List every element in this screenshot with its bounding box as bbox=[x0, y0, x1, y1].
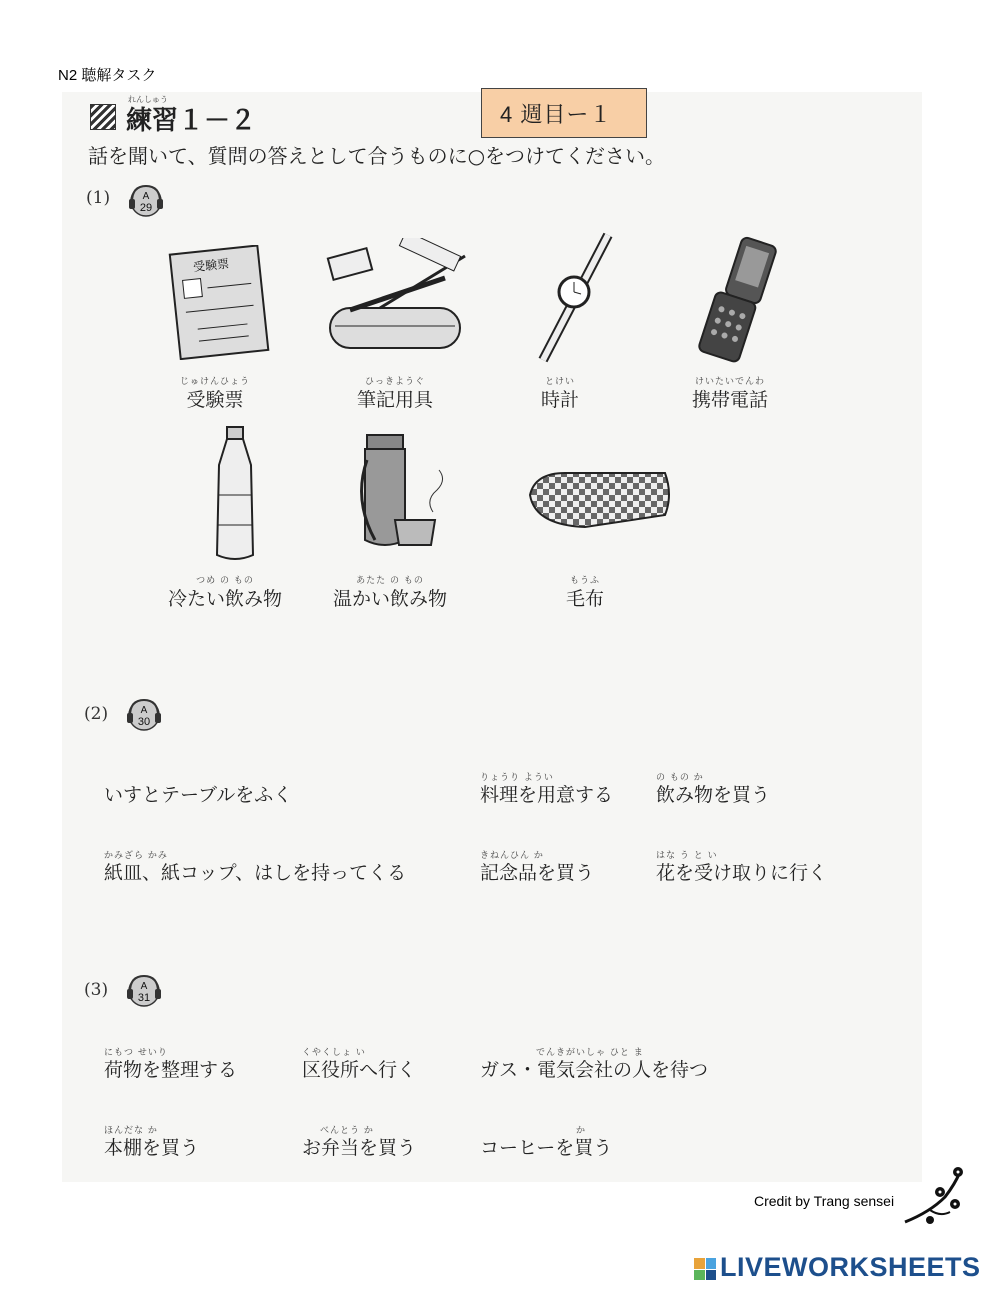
q2-number: (2) bbox=[84, 704, 109, 724]
item-furigana: じゅけんひょう bbox=[179, 377, 250, 387]
option-furigana: くやくしょ い bbox=[302, 1048, 366, 1058]
water-bottle-icon bbox=[205, 425, 265, 565]
item-furigana: けいたいでんわ bbox=[694, 377, 765, 387]
headphone-cd-icon[interactable] bbox=[124, 694, 164, 734]
blanket-icon bbox=[525, 465, 675, 535]
q2-option[interactable]: 飲み物を買う bbox=[656, 784, 771, 806]
q2-option[interactable]: 紙皿、紙コップ、はしを持ってくる bbox=[104, 862, 407, 884]
q3-option[interactable]: 本棚を買う bbox=[104, 1137, 200, 1159]
q1-track-number: 29 bbox=[139, 202, 153, 214]
item-stationery[interactable]: 筆記用具 bbox=[356, 389, 433, 411]
q3-number: (3) bbox=[84, 980, 109, 1000]
instruction: 話を聞いて、質問の答えとして合うものに○をつけてください。 bbox=[88, 144, 666, 168]
q2-track-letter: A bbox=[140, 705, 148, 716]
title-furigana: れんしゅう bbox=[128, 95, 168, 104]
option-furigana: か bbox=[576, 1126, 587, 1136]
q3-option[interactable]: お弁当を買う bbox=[302, 1137, 417, 1159]
option-furigana: にもつ せいり bbox=[104, 1048, 168, 1058]
q2-option[interactable]: 記念品を買う bbox=[480, 862, 595, 884]
credit-text: Credit by Trang sensei bbox=[754, 1193, 895, 1209]
liveworksheets-brand[interactable]: LIVEWORKSHEETS bbox=[720, 1252, 981, 1282]
stationery-icon bbox=[325, 238, 470, 358]
item-blanket[interactable]: 毛布 bbox=[565, 588, 604, 610]
thermos-icon bbox=[355, 430, 455, 555]
option-furigana: はな う と い bbox=[656, 851, 718, 861]
item-watch[interactable]: 時計 bbox=[540, 389, 579, 411]
q1-number: (1) bbox=[86, 188, 111, 208]
svg-text:受験票: 受験票 bbox=[192, 256, 230, 275]
q2-track-number: 30 bbox=[137, 716, 151, 728]
item-exam-ticket[interactable]: 受験票 bbox=[186, 389, 244, 411]
q2-option[interactable]: いすとテーブルをふく bbox=[104, 784, 293, 806]
q3-option[interactable]: 区役所へ行く bbox=[302, 1059, 417, 1081]
exam-ticket-icon bbox=[165, 245, 270, 360]
option-furigana: でんきがいしゃ ひと ま bbox=[536, 1048, 644, 1058]
mobile-phone-icon bbox=[685, 235, 785, 365]
option-furigana: べんとう か bbox=[320, 1126, 374, 1136]
option-furigana: かみざら かみ bbox=[104, 851, 168, 861]
q3-track-letter: A bbox=[140, 981, 148, 992]
q3-option[interactable]: コーヒーを買う bbox=[480, 1137, 613, 1159]
item-hot-drink[interactable]: 温かい飲み物 bbox=[332, 588, 447, 610]
option-furigana: きねんひん か bbox=[480, 851, 544, 861]
item-furigana: つめ の もの bbox=[196, 576, 254, 586]
q3-option[interactable]: ガス・電気会社の人を待つ bbox=[480, 1059, 709, 1081]
item-cold-drink[interactable]: 冷たい飲み物 bbox=[167, 588, 282, 610]
hatched-square-icon bbox=[90, 104, 116, 130]
q2-option[interactable]: 花を受け取りに行く bbox=[656, 862, 828, 884]
headphone-cd-icon[interactable] bbox=[126, 180, 166, 220]
q1-track-letter: A bbox=[142, 191, 150, 202]
liveworksheets-logo-icon bbox=[694, 1258, 716, 1280]
q3-option[interactable]: 荷物を整理する bbox=[104, 1059, 238, 1081]
item-furigana: ひっきようぐ bbox=[364, 377, 425, 387]
exercise-title: 練習１－２ bbox=[126, 106, 257, 136]
option-furigana: の もの か bbox=[656, 773, 704, 783]
option-furigana: ほんだな か bbox=[104, 1126, 158, 1136]
option-furigana: りょうり ようい bbox=[480, 773, 554, 783]
watch-icon bbox=[528, 230, 623, 370]
q3-track-number: 31 bbox=[137, 992, 151, 1004]
headphone-cd-icon[interactable] bbox=[124, 970, 164, 1010]
item-furigana: あたた の もの bbox=[356, 576, 424, 586]
plum-branch-icon bbox=[900, 1162, 970, 1232]
item-furigana: とけい bbox=[544, 377, 575, 387]
week-badge: 4 週目ー１ bbox=[481, 88, 647, 138]
item-furigana: もうふ bbox=[569, 576, 600, 586]
q2-option[interactable]: 料理を用意する bbox=[480, 784, 614, 806]
item-mobile-phone[interactable]: 携帯電話 bbox=[691, 389, 768, 411]
course-header: N2 聴解タスク bbox=[58, 67, 157, 84]
